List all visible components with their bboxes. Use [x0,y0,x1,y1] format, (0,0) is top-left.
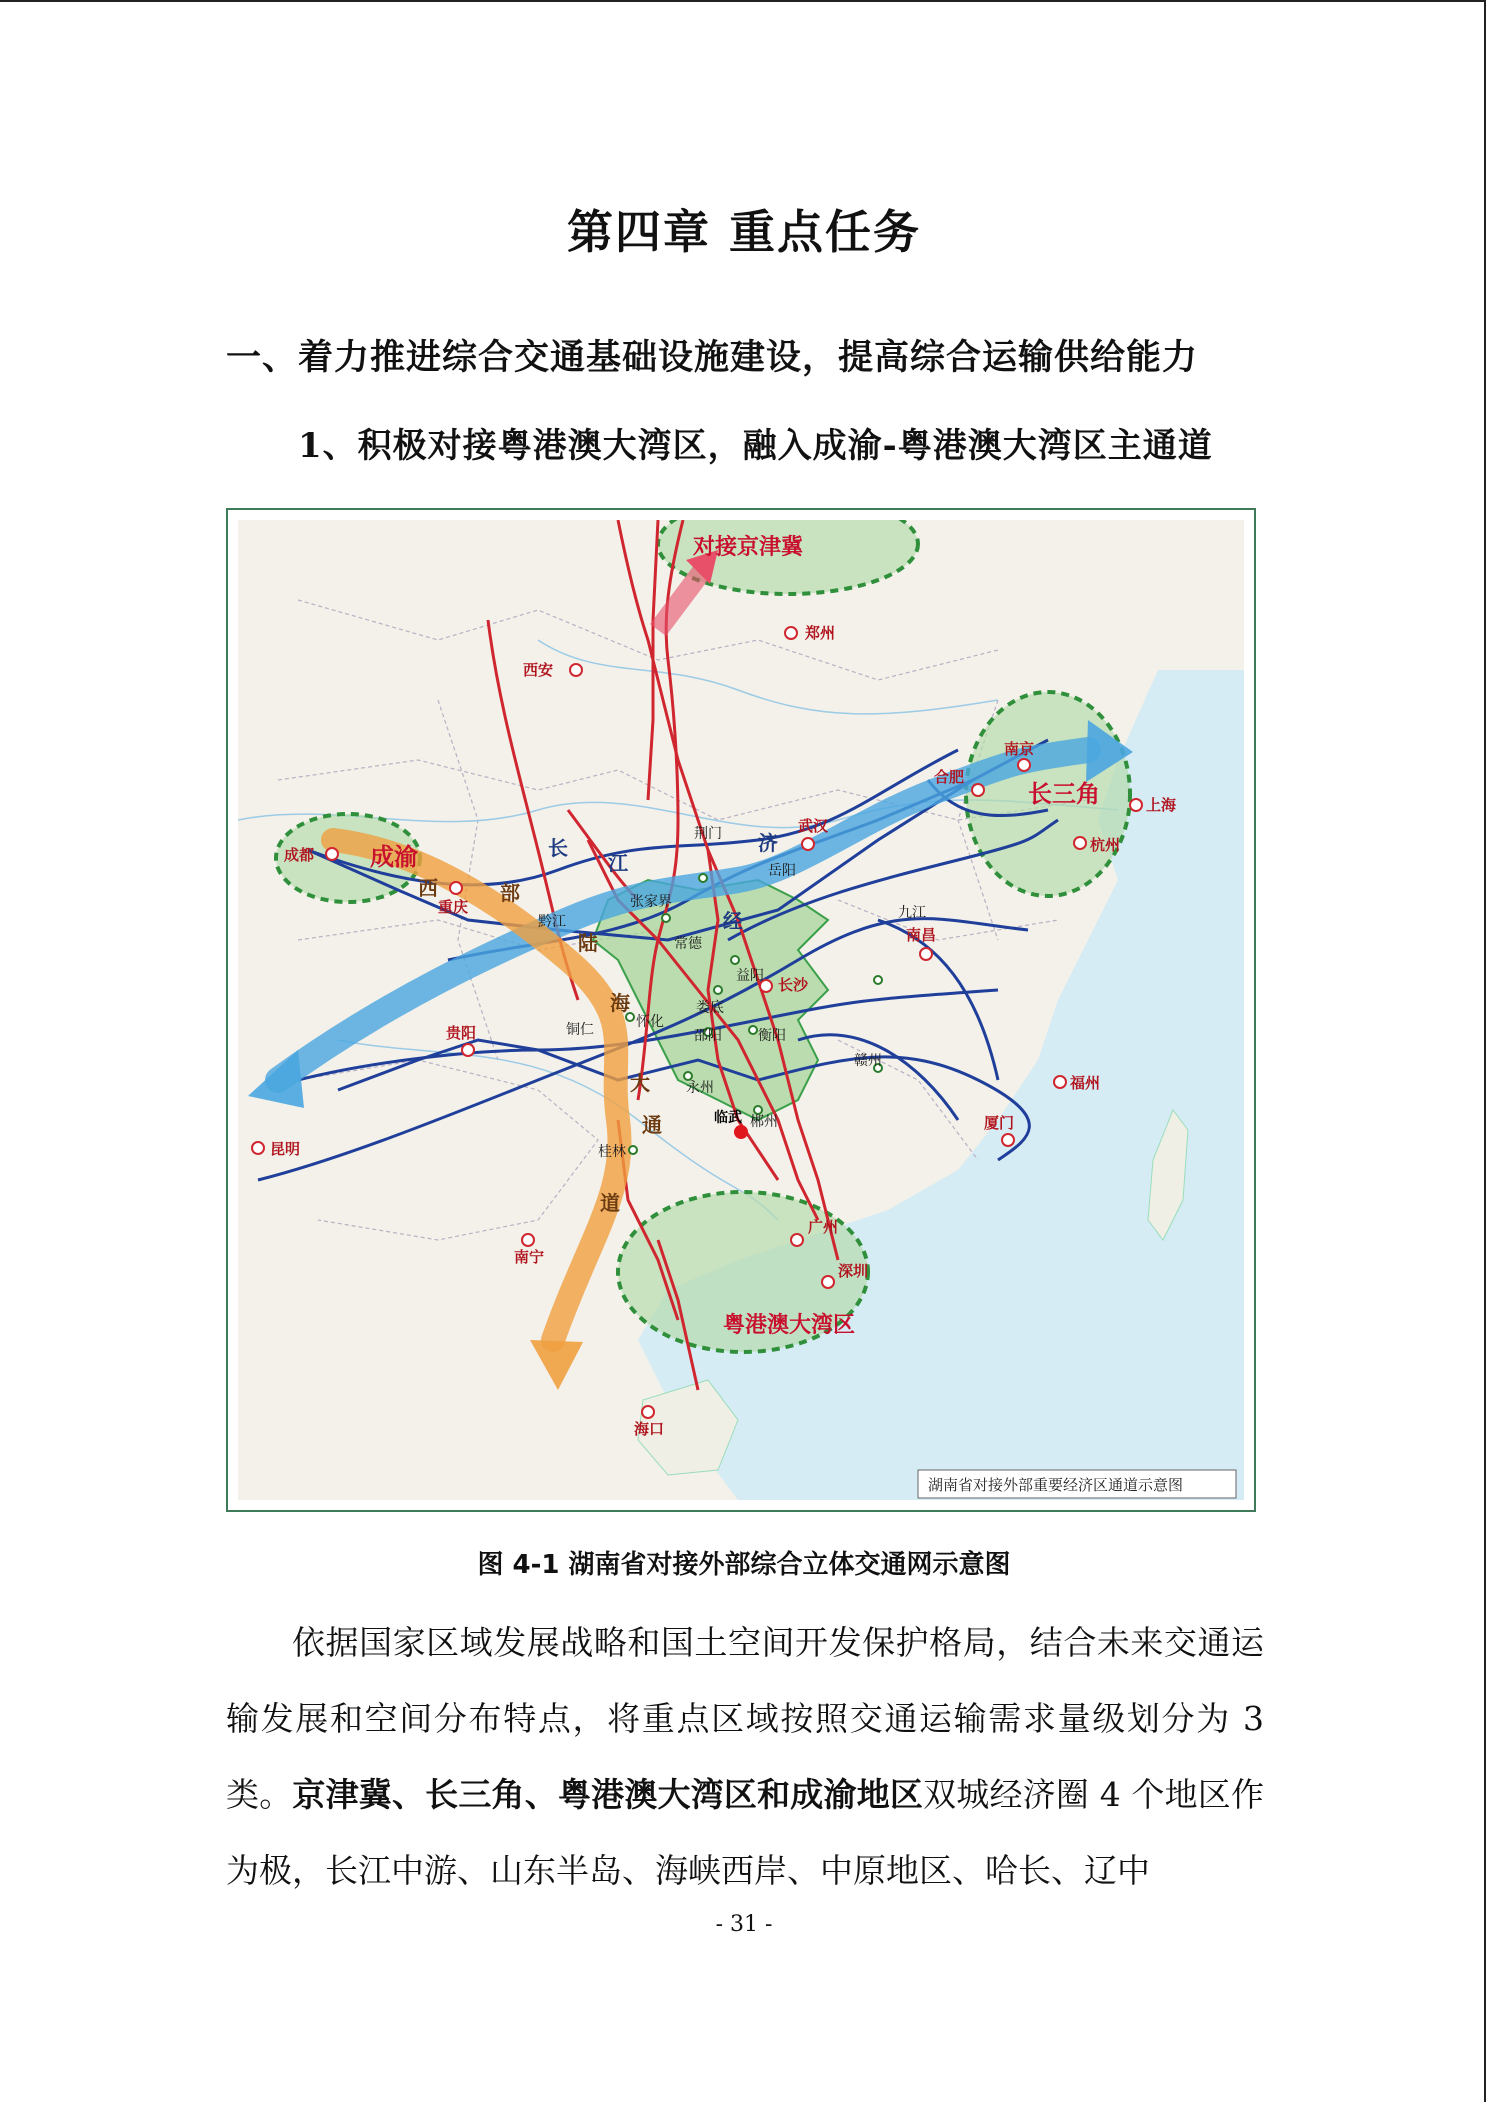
page-number: - 31 - [715,1912,773,1937]
svg-text:海: 海 [610,991,630,1015]
svg-text:长: 长 [548,836,568,860]
label-chengyu: 成渝 [370,843,418,871]
svg-text:合肥: 合肥 [934,768,965,786]
svg-text:成都: 成都 [284,846,315,864]
svg-text:南昌: 南昌 [906,926,937,944]
chapter-title: 第四章 重点任务 [566,205,921,259]
svg-text:赣州: 赣州 [854,1053,882,1069]
map-legend-title: 湖南省对接外部重要经济区通道示意图 [928,1476,1184,1494]
svg-text:益阳: 益阳 [736,968,764,984]
figure-caption: 图 4-1 湖南省对接外部综合立体交通网示意图 [477,1550,1011,1580]
svg-text:郴州: 郴州 [750,1114,778,1130]
paragraph-bold-regions: 京津冀、长三角、粤港澳大湾区和成渝地区 [292,1775,924,1814]
svg-text:重庆: 重庆 [438,898,469,916]
svg-text:怀化: 怀化 [636,1014,664,1030]
svg-text:陆: 陆 [578,931,598,955]
svg-text:张家界: 张家界 [630,894,672,910]
section-heading: 一、着力推进综合交通基础设施建设，提高综合运输供给能力 [226,337,1199,378]
sub-heading: 1、积极对接粤港澳大湾区，融入成渝-粤港澳大湾区主通道 [298,426,1213,466]
label-changsanjiao: 长三角 [1028,780,1100,808]
svg-text:福州: 福州 [1070,1074,1101,1092]
svg-text:贵阳: 贵阳 [446,1024,477,1042]
svg-text:岳阳: 岳阳 [768,863,796,879]
svg-text:通: 通 [642,1113,662,1137]
svg-text:大: 大 [630,1071,650,1095]
label-wanqu: 粤港澳大湾区 [723,1313,856,1338]
svg-text:杭州: 杭州 [1090,836,1121,854]
svg-text:西安: 西安 [523,661,554,679]
body-paragraph [226,1605,1264,1909]
transport-map-figure [226,508,1256,1512]
transport-map [238,520,1244,1500]
svg-text:广州: 广州 [808,1218,839,1236]
svg-text:昆明: 昆明 [270,1140,301,1158]
svg-text:永州: 永州 [686,1080,714,1096]
linwu-label: 临武 [714,1110,742,1126]
svg-text:铜仁: 铜仁 [566,1022,594,1038]
svg-text:海口: 海口 [634,1420,665,1438]
svg-text:南京: 南京 [1004,740,1035,758]
svg-text:荆门: 荆门 [694,826,722,842]
svg-text:武汉: 武汉 [798,817,829,835]
svg-text:娄底: 娄底 [696,1000,724,1016]
svg-text:部: 部 [500,881,520,905]
svg-text:江: 江 [608,851,628,875]
paragraph-text-2: 双城经济圈 4 个地区作为极，长江中游、山东半岛、海峡西岸、中原地区、哈长、辽中 [226,1775,1264,1890]
svg-text:常德: 常德 [674,936,702,952]
svg-text:桂林: 桂林 [598,1144,626,1160]
paragraph-text-1: 依据国家区域发展战略和国土空间开发保护格局，结合未来交通运输发展和空间分布特点，将重点区域按照交通运输需求量级划分为 3 类。 [226,1623,1264,1814]
svg-text:上海: 上海 [1146,796,1177,814]
svg-text:九江: 九江 [898,905,926,921]
linwu-marker [734,1125,748,1139]
svg-text:郑州: 郑州 [805,624,836,642]
svg-text:深圳: 深圳 [838,1262,869,1280]
svg-text:道: 道 [600,1191,620,1215]
svg-text:南宁: 南宁 [514,1248,545,1266]
svg-text:西: 西 [418,876,438,900]
svg-text:济: 济 [758,831,778,855]
svg-text:黔江: 黔江 [538,914,566,930]
svg-text:厦门: 厦门 [984,1114,1015,1132]
svg-text:衡阳: 衡阳 [758,1028,786,1044]
svg-text:经: 经 [723,909,743,933]
svg-text:邵阳: 邵阳 [694,1028,722,1044]
label-jingjinji: 对接京津冀 [693,535,804,560]
svg-text:长沙: 长沙 [778,976,809,994]
